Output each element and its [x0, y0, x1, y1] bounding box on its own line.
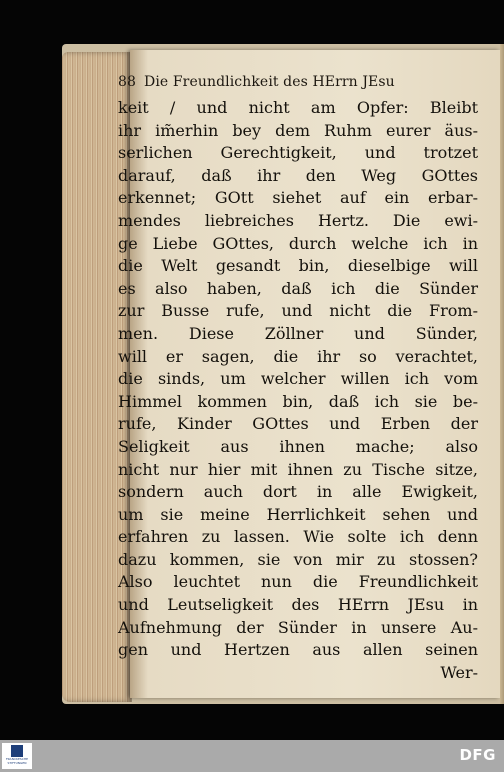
text-line: keit / und nicht am Opfer: Bleibt — [118, 98, 478, 117]
catchword: Wer- — [440, 662, 478, 682]
text-line: es also haben, daß ich die Sünder — [118, 278, 478, 298]
text-line: serlichen Gerechtigkeit, und trotzet — [118, 143, 478, 163]
page-gutter-right — [500, 44, 504, 704]
running-head-title: Die Freundlichkeit des HErrn JEsu — [144, 74, 395, 90]
text-line: Himmel kommen bin, daß ich sie be- — [118, 391, 478, 411]
text-line: nicht nur hier mit ihnen zu Tische sitze, — [118, 459, 478, 479]
text-line: Seligkeit aus ihnen mache; also — [118, 436, 478, 456]
text-line: gen und Hertzen aus allen seinen — [118, 640, 478, 660]
francke-logo-icon — [11, 745, 23, 757]
page-number: 88 — [118, 74, 137, 90]
text-line: Also leuchtet nun die Freundlichkeit — [118, 572, 478, 592]
text-line: mendes liebreiches Hertz. Die ewi- — [118, 210, 478, 230]
text-line: zur Busse rufe, und nicht die From- — [118, 301, 478, 321]
text-line: darauf, daß ihr den Weg GOttes — [118, 165, 478, 185]
text-line: ge Liebe GOttes, durch welche ich in — [118, 233, 478, 253]
text-line: dazu kommen, sie von mir zu stossen? — [118, 549, 478, 569]
text-line: die sinds, um welcher willen ich vom — [118, 369, 478, 389]
running-header — [118, 74, 478, 90]
text-line: sondern auch dort in alle Ewigkeit, — [118, 482, 478, 502]
text-line: Aufnehmung der Sünder in unsere Au- — [118, 617, 478, 637]
text-line: will er sagen, die ihr so verachtet, — [118, 346, 478, 366]
text-line: erfahren zu lassen. Wie solte ich denn — [118, 527, 478, 547]
text-line: um sie meine Herrlichkeit sehen und — [118, 504, 478, 524]
dfg-logo[interactable]: DFG — [459, 746, 496, 764]
footer-bar — [0, 740, 504, 772]
francke-logo[interactable] — [2, 743, 32, 769]
text-line: und Leutseligkeit des HErrn JEsu in — [118, 595, 478, 615]
text-line: die Welt gesandt bin, dieselbige will — [118, 256, 478, 276]
text-line: men. Diese Zöllner und Sünder, — [118, 323, 478, 343]
body-text — [118, 97, 478, 684]
text-line: rufe, Kinder GOttes und Erben der — [118, 414, 478, 434]
text-line: ihr im̃erhin bey dem Ruhm eurer äus- — [118, 120, 478, 140]
logo-caption: FRANCKESCHE STIFTUNGEN — [5, 757, 29, 765]
text-line: erkennet; GOtt siehet auf ein erbar- — [118, 188, 478, 208]
